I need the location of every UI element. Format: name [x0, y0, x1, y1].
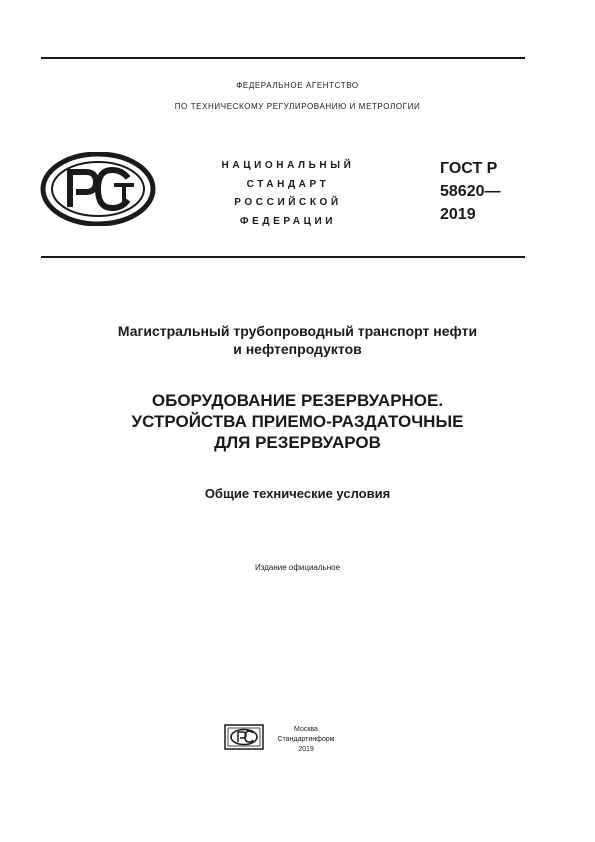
agency-subtitle: ПО ТЕХНИЧЕСКОМУ РЕГУЛИРОВАНИЮ И МЕТРОЛОГИИ — [174, 102, 421, 111]
title-line: УСТРОЙСТВА ПРИЕМО-РАЗДАТОЧНЫЕ — [131, 412, 464, 431]
edition-note: Издание официальное — [254, 563, 341, 572]
standard-designation — [440, 157, 501, 226]
subject-line: Магистральный трубопроводный транспорт нефти — [117, 323, 478, 339]
title-line: ОБОРУДОВАНИЕ РЕЗЕРВУАРНОЕ. — [151, 391, 444, 410]
national-line: СТАНДАРТ — [246, 178, 330, 190]
national-line: НАЦИОНАЛЬНЫЙ — [221, 160, 355, 171]
national-standard-label — [208, 157, 368, 231]
publisher-city: Москва — [294, 726, 318, 733]
designation-prefix: ГОСТ Р — [440, 160, 498, 177]
document-subtitle: Общие технические условия — [204, 486, 391, 501]
designation-year: 2019 — [440, 206, 476, 223]
top-divider — [41, 57, 525, 59]
agency-name: ФЕДЕРАЛЬНОЕ АГЕНТСТВО — [236, 81, 359, 90]
publisher-name: Стандартинформ — [277, 736, 335, 743]
national-line: РОССИЙСКОЙ — [234, 197, 342, 208]
national-line: ФЕДЕРАЦИИ — [239, 215, 337, 227]
subject-heading — [0, 322, 595, 358]
designation-number: 58620— — [440, 183, 501, 200]
title-line: ДЛЯ РЕЗЕРВУАРОВ — [214, 433, 381, 452]
rst-certification-logo-icon — [40, 152, 156, 226]
publisher-info — [266, 725, 346, 755]
publisher-year: 2019 — [298, 746, 314, 753]
document-title — [0, 390, 595, 453]
middle-divider — [41, 256, 525, 258]
standartinform-logo-icon — [224, 724, 264, 750]
subject-line: и нефтепродуктов — [233, 341, 362, 357]
